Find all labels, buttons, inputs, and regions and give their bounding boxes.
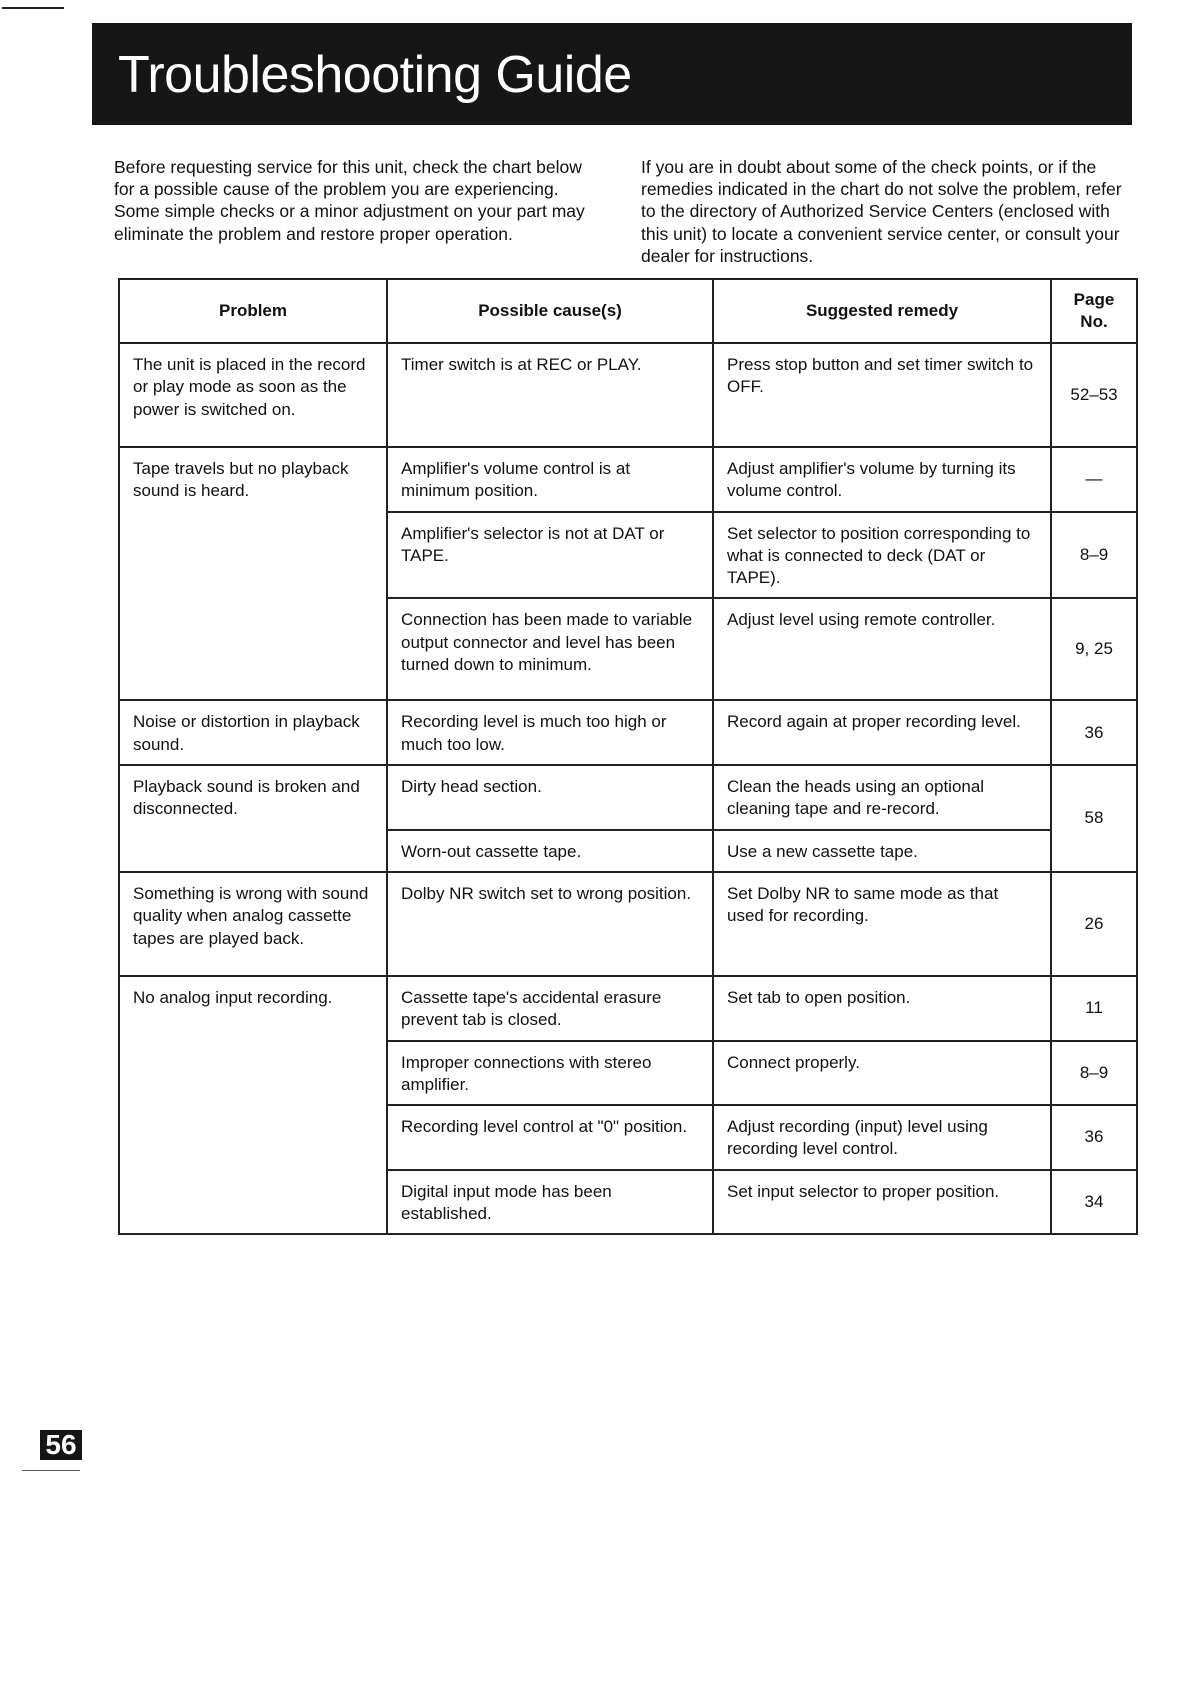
problem-cell: Playback sound is broken and disconnected. [119, 765, 387, 872]
remedy-cell: Press stop button and set timer switch to OFF. [713, 343, 1051, 447]
page-cell: 8–9 [1051, 512, 1137, 599]
intro-right-paragraph: If you are in doubt about some of the check points, or if the remedies indicated in the chart do not solve the problem, refer to the directory of Authorized Service Centers (enclosed with this unit) to locate a convenient service center, or consult your dealer for instructions. [641, 157, 1122, 266]
remedy-cell: Adjust level using remote controller. [713, 598, 1051, 700]
page-cell: 8–9 [1051, 1041, 1137, 1106]
cause-cell: Recording level control at "0" position. [387, 1105, 713, 1170]
remedy-cell: Use a new cassette tape. [713, 830, 1051, 872]
table-row [119, 976, 1137, 1041]
page-cell: 9, 25 [1051, 598, 1137, 700]
page-cell: 58 [1051, 765, 1137, 872]
page-number-rule [22, 1470, 80, 1471]
remedy-cell: Clean the heads using an optional cleaning tape and re-record. [713, 765, 1051, 830]
cause-cell: Cassette tape's accidental erasure prevent tab is closed. [387, 976, 713, 1041]
cause-cell: Digital input mode has been established. [387, 1170, 713, 1235]
page-cell: — [1051, 447, 1137, 512]
cause-cell: Worn-out cassette tape. [387, 830, 713, 872]
page-title: Troubleshooting Guide [118, 46, 632, 104]
troubleshooting-table [118, 278, 1138, 1235]
page-cell: 11 [1051, 976, 1137, 1041]
header-page-no: Page No. [1051, 279, 1137, 343]
page-cell: 36 [1051, 1105, 1137, 1170]
cause-cell: Amplifier's volume control is at minimum position. [387, 447, 713, 512]
table-row [119, 700, 1137, 765]
problem-cell: Tape travels but no playback sound is heard. [119, 447, 387, 700]
page-cell: 52–53 [1051, 343, 1137, 447]
intro-left-paragraph: Before requesting service for this unit, check the chart below for a possible cause of the problem you are experiencing. Some simple checks or a minor adjustment on your part may eliminate the problem and restore proper operation. [114, 157, 585, 244]
remedy-cell: Record again at proper recording level. [713, 700, 1051, 765]
cause-cell: Improper connections with stereo amplifier. [387, 1041, 713, 1106]
cause-cell: Amplifier's selector is not at DAT or TAPE. [387, 512, 713, 599]
problem-cell: Noise or distortion in playback sound. [119, 700, 387, 765]
table-row [119, 872, 1137, 976]
header-problem: Problem [119, 279, 387, 343]
page-cell: 26 [1051, 872, 1137, 976]
header-suggested-remedy: Suggested remedy [713, 279, 1051, 343]
remedy-cell: Set tab to open position. [713, 976, 1051, 1041]
cause-cell: Timer switch is at REC or PLAY. [387, 343, 713, 447]
table-row [119, 765, 1137, 830]
top-rule [2, 7, 64, 9]
cause-cell: Connection has been made to variable output connector and level has been turned down to minimum. [387, 598, 713, 700]
remedy-cell: Set selector to position corresponding to what is connected to deck (DAT or TAPE). [713, 512, 1051, 599]
page-number: 56 [40, 1430, 82, 1460]
header-possible-causes: Possible cause(s) [387, 279, 713, 343]
table-row [119, 447, 1137, 512]
page-cell: 34 [1051, 1170, 1137, 1235]
problem-cell: Something is wrong with sound quality when analog cassette tapes are played back. [119, 872, 387, 976]
remedy-cell: Adjust recording (input) level using recording level control. [713, 1105, 1051, 1170]
table-header-row [119, 279, 1137, 343]
page-cell: 36 [1051, 700, 1137, 765]
table-row [119, 343, 1137, 447]
cause-cell: Dolby NR switch set to wrong position. [387, 872, 713, 976]
cause-cell: Recording level is much too high or much too low. [387, 700, 713, 765]
remedy-cell: Set input selector to proper position. [713, 1170, 1051, 1235]
problem-cell: No analog input recording. [119, 976, 387, 1234]
remedy-cell: Set Dolby NR to same mode as that used for recording. [713, 872, 1051, 976]
remedy-cell: Connect properly. [713, 1041, 1051, 1106]
problem-cell: The unit is placed in the record or play mode as soon as the power is switched on. [119, 343, 387, 447]
cause-cell: Dirty head section. [387, 765, 713, 830]
remedy-cell: Adjust amplifier's volume by turning its volume control. [713, 447, 1051, 512]
title-banner [92, 23, 1132, 125]
